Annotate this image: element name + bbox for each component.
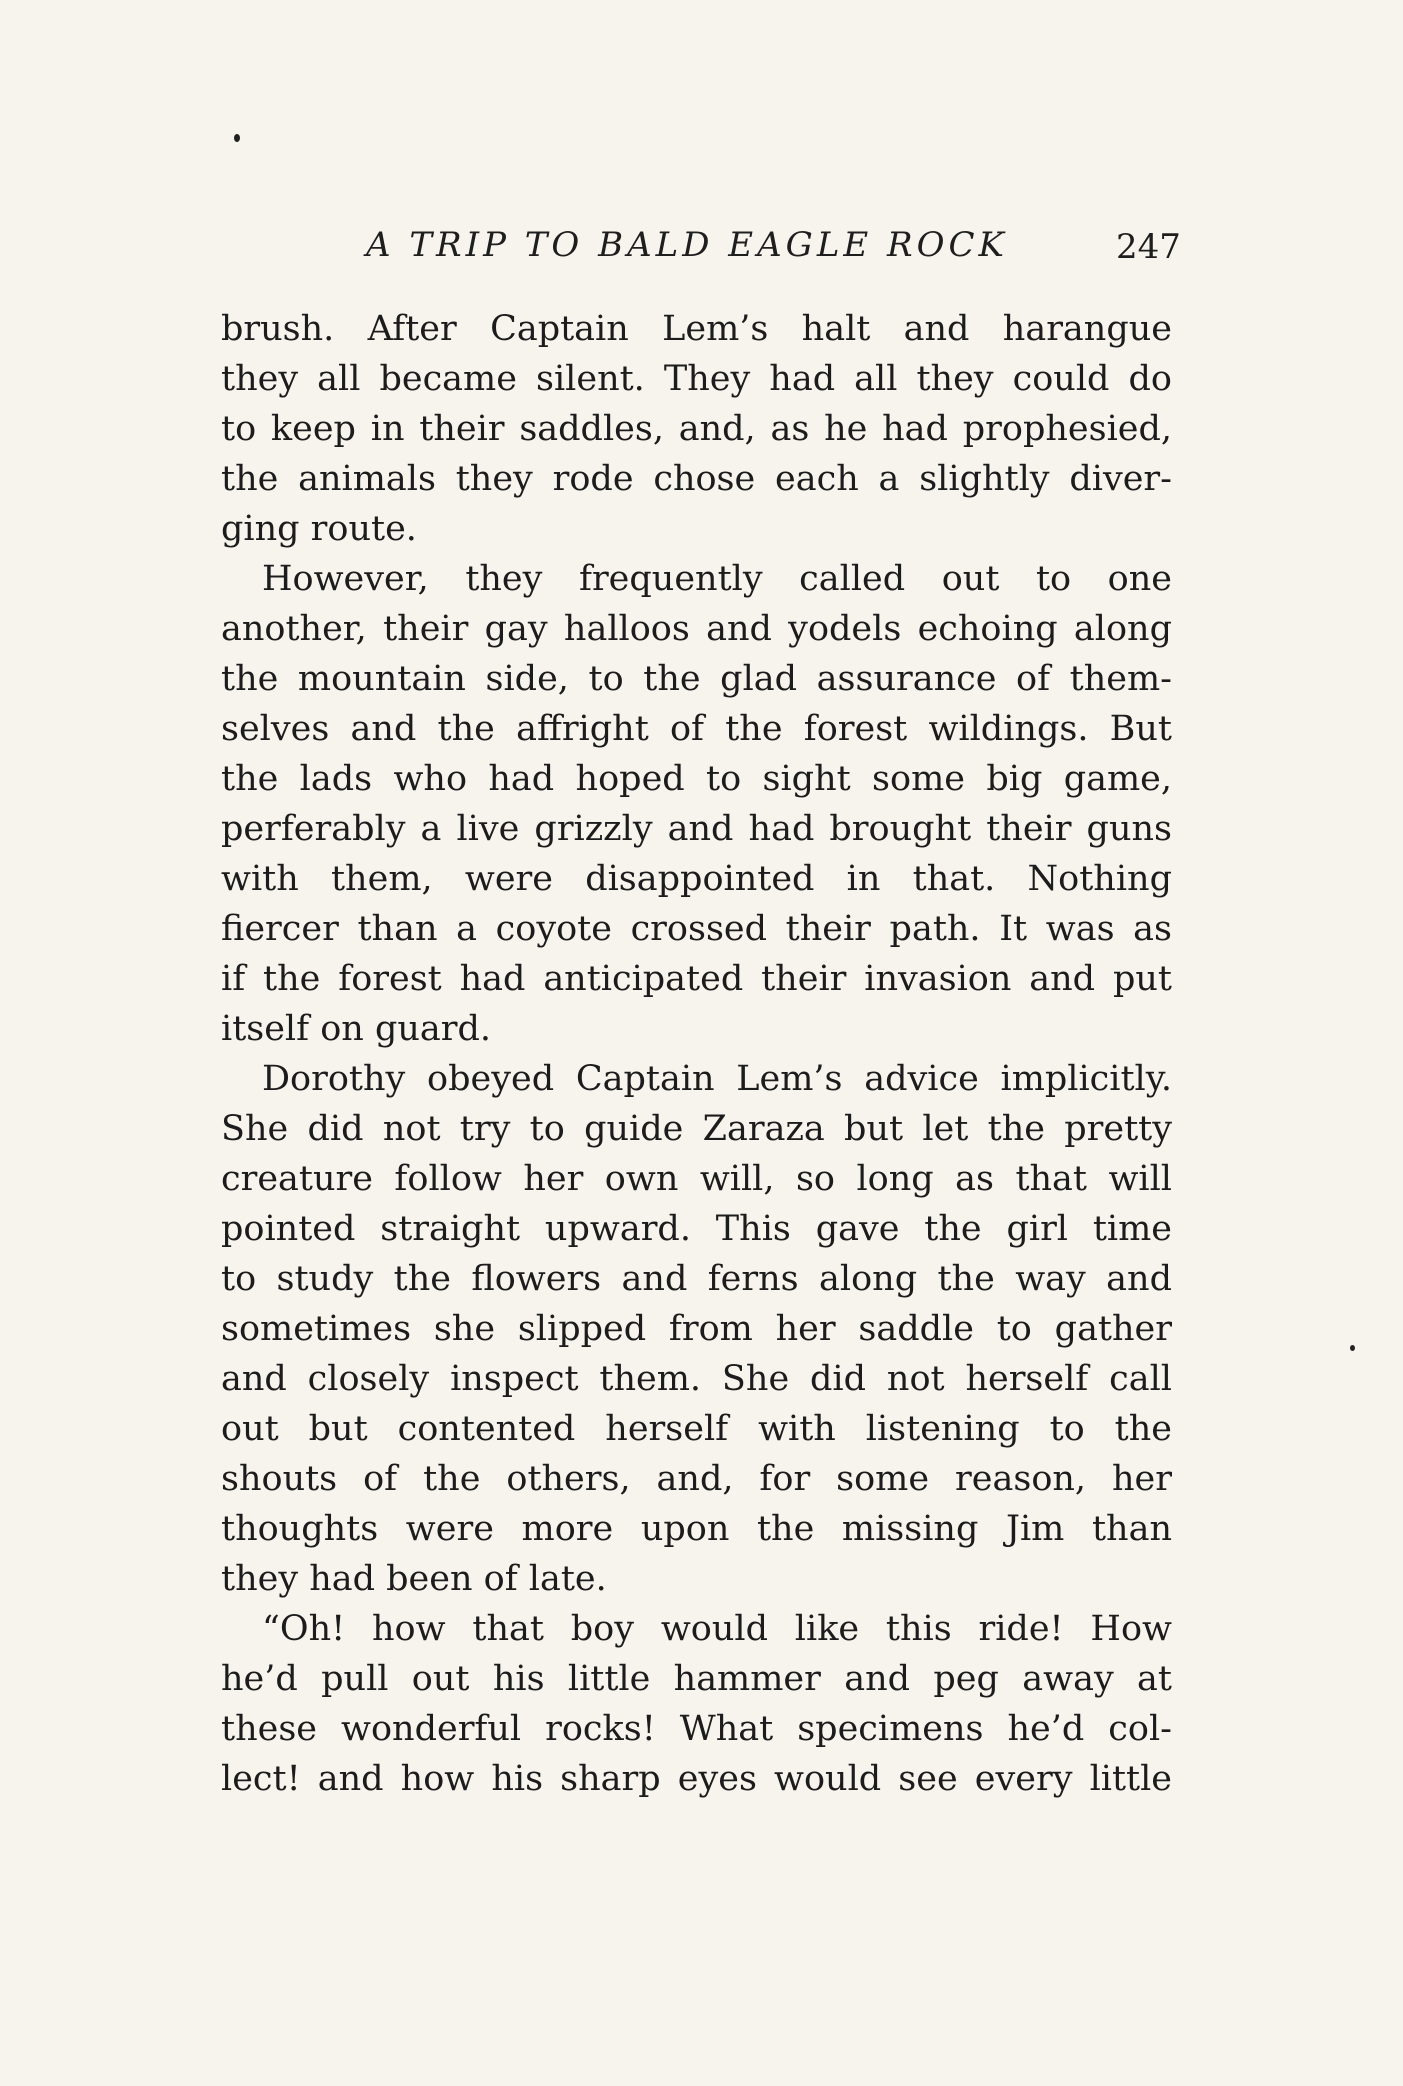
text-line: they had been of late. <box>221 1559 607 1599</box>
text-line: shouts of the others, and, for some reason, her <box>221 1459 1172 1499</box>
page-number: 247 <box>1116 227 1181 267</box>
text-line: the lads who had hoped to sight some big game, <box>221 759 1172 799</box>
text-line: She did not try to guide Zaraza but let the pretty <box>221 1109 1172 1149</box>
text-line: out but contented herself with listening to the <box>221 1409 1172 1449</box>
text-line: fiercer than a coyote crossed their path. It was as <box>221 909 1172 949</box>
text-line: pointed straight upward. This gave the girl time <box>221 1209 1172 1249</box>
text-line: creature follow her own will, so long as that will <box>221 1159 1172 1199</box>
text-line: lect! and how his sharp eyes would see every little <box>221 1759 1172 1799</box>
text-line: if the forest had anticipated their invasion and put <box>221 959 1172 999</box>
text-line: another, their gay halloos and yodels echoing along <box>221 609 1172 649</box>
text-line: with them, were disappointed in that. Nothing <box>221 859 1172 899</box>
text-line: he’d pull out his little hammer and peg away at <box>221 1659 1172 1699</box>
text-line: perferably a live grizzly and had brought their guns <box>221 809 1172 849</box>
text-line: “Oh! how that boy would like this ride! How <box>262 1609 1172 1649</box>
running-head-title: A TRIP TO BALD EAGLE ROCK <box>366 225 1008 265</box>
text-line: Dorothy obeyed Captain Lem’s advice implicitly. <box>262 1059 1172 1099</box>
ink-speck <box>234 134 240 142</box>
text-line: thoughts were more upon the missing Jim than <box>221 1509 1172 1549</box>
text-line: selves and the affright of the forest wildings. But <box>221 709 1172 749</box>
text-line: to study the flowers and ferns along the way and <box>221 1259 1172 1299</box>
text-line: brush. After Captain Lem’s halt and harangue <box>221 309 1172 349</box>
text-line: the mountain side, to the glad assurance of them- <box>221 659 1172 699</box>
text-line: they all became silent. They had all they could do <box>221 359 1172 399</box>
text-line: and closely inspect them. She did not herself call <box>221 1359 1172 1399</box>
text-line: ging route. <box>221 509 417 549</box>
text-line: to keep in their saddles, and, as he had prophesied, <box>221 409 1172 449</box>
ink-speck <box>1350 1345 1355 1351</box>
text-line: the animals they rode chose each a slightly diver- <box>221 459 1172 499</box>
text-line: However, they frequently called out to one <box>262 559 1172 599</box>
text-line: sometimes she slipped from her saddle to gather <box>221 1309 1172 1349</box>
text-line: itself on guard. <box>221 1009 492 1049</box>
text-line: these wonderful rocks! What specimens he’d col- <box>221 1709 1172 1749</box>
